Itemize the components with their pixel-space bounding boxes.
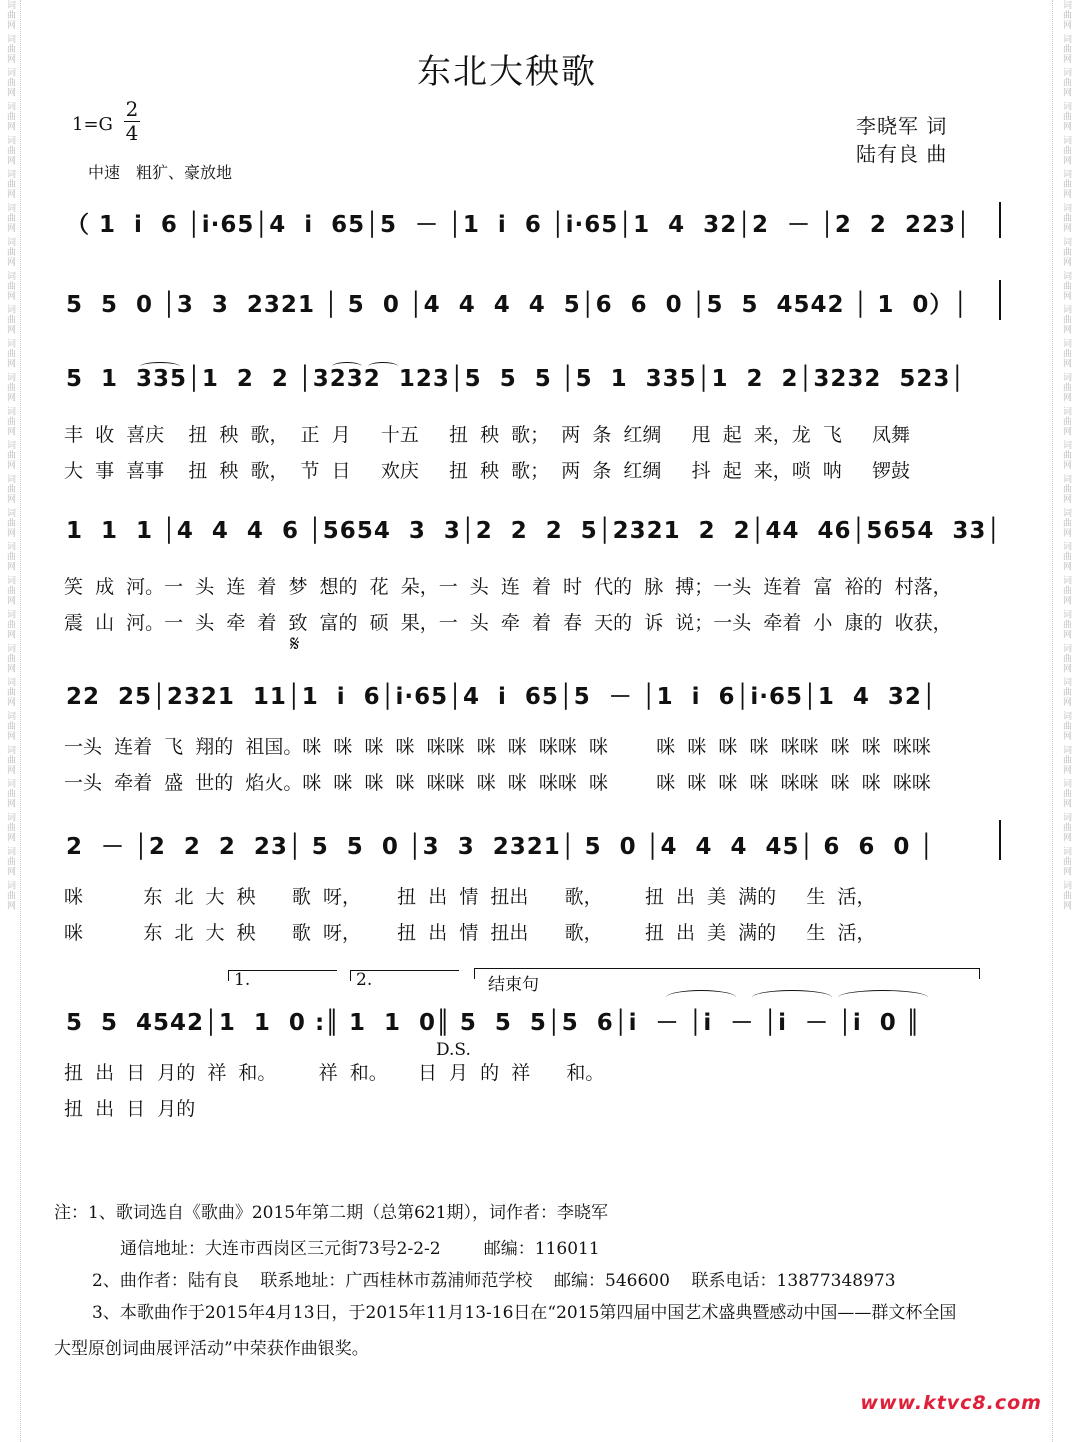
- note-1-address: 通信地址：大连市西岗区三元街73号2-2-2 邮编：116011: [120, 1239, 600, 1259]
- left-border: [20, 0, 21, 1442]
- slur: [332, 362, 362, 371]
- lyrics-line-6-verse-2: 咪 东 北 大 秧 歌 呀， 扭 出 情 扭出 歌， 扭 出 美 满的 生 活，: [64, 922, 876, 944]
- second-ending-label: 2.: [356, 970, 373, 990]
- tie: [838, 990, 928, 1005]
- slur: [368, 362, 398, 371]
- segno-sign: 𝄋: [290, 632, 300, 657]
- music-line-1: （ 1 i 6 │i·65│4 i 65│5 － │1 i 6 │i·65│1 4 32│2 － │2 2 223│: [66, 212, 971, 238]
- side-watermark-left: 词曲网 词曲网 词曲网 词曲网 词曲网 词曲网 词曲网 词曲网 词曲网 词曲网 词曲网 词曲网 词曲网 词曲网 词曲网 词曲网 词曲网 词曲网 词曲网 词曲网 词曲网 词曲网 词曲网 词曲网 词曲网 词曲网 词曲网: [5, 0, 15, 911]
- tempo-marking: 中速 粗犷、豪放地: [88, 163, 233, 182]
- note-2: 2、曲作者：陆有良 联系地址：广西桂林市荔浦师范学校 邮编：546600 联系电话：13877348973: [92, 1271, 896, 1291]
- music-line-4: 1 1 1 │4 4 4 6 │5654 3 3│2 2 2 5│2321 2 2│44 46│5654 33│: [66, 518, 1002, 544]
- music-line-7: 5 5 4542│1 1 0 :║ 1 1 0║ 5 5 5│5 6│i － │i － │i － │i 0 ║: [66, 1010, 921, 1036]
- first-ending-label: 1.: [234, 970, 251, 990]
- slur: [140, 362, 180, 371]
- lyrics-line-4-verse-1: 笑 成 河。一 头 连 着 梦 想的 花 朵，一 头 连 着 时 代的 脉 搏；一头 连着 富 裕的 村落，: [64, 576, 952, 598]
- right-border: [1052, 0, 1053, 1442]
- tie: [752, 990, 832, 1005]
- ds-marking: D.S.: [436, 1040, 471, 1060]
- lyrics-line-3-verse-1: 丰 收 喜庆 扭 秧 歌， 正 月 十五 扭 秧 歌； 两 条 红绸 甩 起 来，龙 飞 凤舞: [64, 424, 911, 446]
- coda-label: 结束句: [488, 975, 539, 995]
- time-signature-bottom: 4: [125, 121, 139, 145]
- tie: [666, 990, 736, 1005]
- note-3-continued: 大型原创词曲展评活动”中荣获作曲银奖。: [54, 1339, 369, 1359]
- barline: [999, 280, 1001, 320]
- coda-bracket: [474, 968, 980, 979]
- time-signature-top: 2: [125, 97, 139, 121]
- lyrics-line-5-verse-2: 一头 牵着 盛 世的 焰火。咪 咪 咪 咪 咪咪 咪 咪 咪咪 咪 咪 咪 咪 咪 咪咪 咪 咪 咪咪: [64, 772, 931, 794]
- key-signature: 1=G: [72, 114, 113, 135]
- site-watermark: www.ktvc8.com: [860, 1392, 1042, 1414]
- time-signature: [124, 98, 140, 145]
- music-line-5: 22 25│2321 11│1 i 6│i·65│4 i 65│5 － │1 i 6│i·65│1 4 32│: [66, 684, 937, 710]
- note-1: 注：1、歌词选自《歌曲》2015年第二期（总第621期），词作者：李晓军: [54, 1203, 609, 1223]
- note-3: 3、本歌曲作于2015年4月13日，于2015年11月13-16日在“2015第四届中国艺术盛典暨感动中国——群文杯全国: [92, 1303, 957, 1323]
- lyrics-line-6-verse-1: 咪 东 北 大 秧 歌 呀， 扭 出 情 扭出 歌， 扭 出 美 满的 生 活，: [64, 886, 876, 908]
- lyrics-line-4-verse-2: 震 山 河。一 头 牵 着 致 富的 硕 果，一 头 牵 着 春 天的 诉 说；一头 牵着 小 康的 收获，: [64, 612, 952, 634]
- lyrics-line-7-verse-2: 扭 出 日 月的: [64, 1098, 196, 1120]
- lyrics-line-7-verse-1: 扭 出 日 月的 祥 和。 祥 和。 日 月 的 祥 和。: [64, 1062, 605, 1084]
- lyrics-line-5-verse-1: 一头 连着 飞 翔的 祖国。咪 咪 咪 咪 咪咪 咪 咪 咪咪 咪 咪 咪 咪 咪 咪咪 咪 咪 咪咪: [64, 736, 931, 758]
- composer-credit: 陆有良 曲: [856, 142, 948, 166]
- lyrics-line-3-verse-2: 大 事 喜事 扭 秧 歌， 节 日 欢庆 扭 秧 歌； 两 条 红绸 抖 起 来，唢 呐 锣鼓: [64, 460, 911, 482]
- lyricist-credit: 李晓军 词: [856, 114, 948, 138]
- barline: [999, 820, 1001, 860]
- barline: [999, 202, 1001, 238]
- side-watermark-right: 词曲网 词曲网 词曲网 词曲网 词曲网 词曲网 词曲网 词曲网 词曲网 词曲网 词曲网 词曲网 词曲网 词曲网 词曲网 词曲网 词曲网 词曲网 词曲网 词曲网 词曲网 词曲网 词曲网 词曲网 词曲网 词曲网 词曲网: [1061, 0, 1071, 911]
- music-line-2: 5 5 0 │3 3 2321 │ 5 0 │4 4 4 4 5│6 6 0 │5 5 4542 │ 1 0）│: [66, 292, 969, 318]
- music-line-3: 5 1 335│1 2 2 │3232 123│5 5 5 │5 1 335│1 2 2│3232 523│: [66, 366, 966, 392]
- song-title: 东北大秧歌: [417, 52, 597, 92]
- music-line-6: 2 － │2 2 2 23│ 5 5 0 │3 3 2321│ 5 0 │4 4 4 45│ 6 6 0 │: [66, 834, 935, 860]
